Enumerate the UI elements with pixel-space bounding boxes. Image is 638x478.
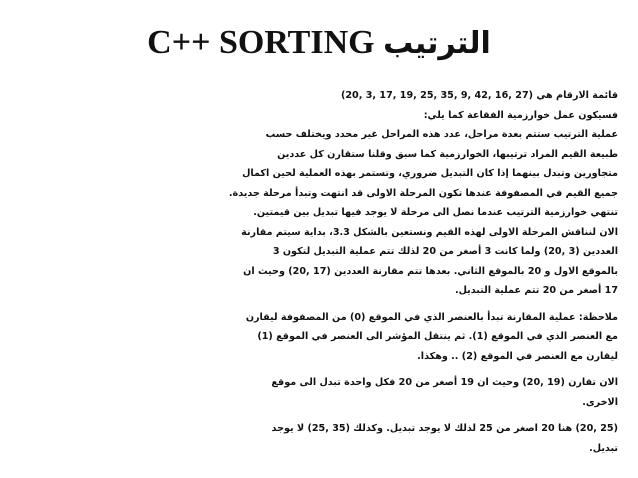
slide-title-arabic: الترتيب [383,26,491,61]
paragraph-gap [278,366,618,373]
text-line: الاخرى. [582,396,618,408]
text-line: (25 ,20) هنا 20 اصغر من 25 لذلك لا يوجد تبديل. وكذلك (35 ,25) لا يوجد [271,423,618,434]
text-line: العددين (3 ,20) ولما كانت 3 أصغر من 20 لذلك تتم عملية التبديل لتكون 3 [272,246,618,257]
text-line: 17 أصغر من 20 تتم عملية التبديل. [454,285,618,296]
note-line: ملاحظة: عملية المقارنة تبدأ بالعنصر الذي في الموقع (0) من المصفوفة ليقارن [245,311,618,323]
text-line: بالموقع الاول و 20 بالموقع الثاني. بعدها تتم مقارنة العددين (17 ,20) وحيث ان [243,265,618,277]
text-line: قائمة الارقام هي (27 ,16 ,42 ,9 ,35 ,25 ,19 ,17 ,3 ,20) [340,90,618,101]
text-line: طبيعة القيم المراد ترتيبها، الخوارزمية كما سبق وقلنا ستقارن كل عددين [277,148,618,160]
text-line: الان لنناقش المرحلة الاولى لهذه القيم ونستعين بالشكل 3.3، بداية سيتم مقارنة [241,226,618,238]
text-line: تنتهي خوارزمية الترتيب عندما نصل الى مرحلة لا يوجد فيها تبديل بين قيمتين. [253,207,618,218]
text-line: فسيكون عمل خوارزمية الفقاعة كما يلي: [423,109,618,121]
note-line: ليقارن مع العنصر في الموقع (2) .. وهكذا. [417,350,618,362]
document-image-text [228,86,618,454]
paragraph-gap [278,412,618,419]
slide-title [0,24,638,62]
slide-title-english: C++ SORTING [147,24,375,61]
text-line: عملية الترتيب ستتم بعدة مراحل، عدد هذه المراحل غير محدد ويختلف حسب [265,129,618,140]
paragraph-gap [278,301,618,308]
text-line: الان تقارن (19 ,20) وحيث ان 19 أصغر من 20 فكل واحدة تبدل الى موقع [271,377,618,388]
text-line: جميع القيم في المصفوفة عندها تكون المرحلة الاولى قد انتهت وتبدأ مرحلة جديدة. [228,187,618,199]
text-line: تبديل. [589,442,618,454]
text-line: متجاورين وتبدل بينهما إذا كان التبديل ضروري، وتستمر بهذه العملية لحين اكمال [242,168,618,179]
note-line: مع العنصر الذي في الموقع (1). ثم ينتقل المؤشر الى العنصر في الموقع (1) [257,331,618,342]
